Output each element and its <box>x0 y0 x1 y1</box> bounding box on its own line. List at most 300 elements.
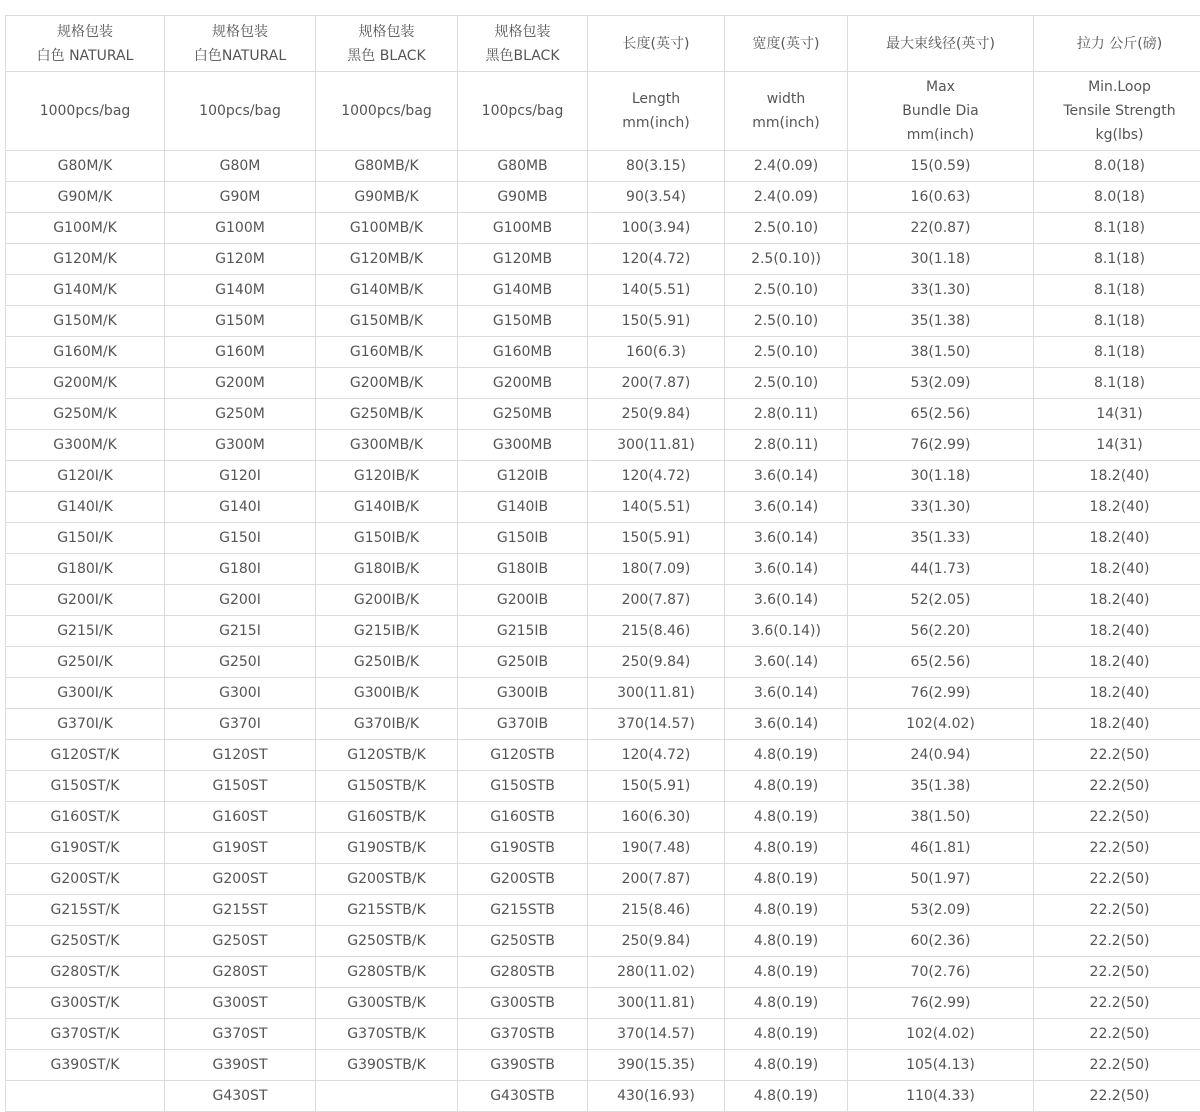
cell-width: 4.8(0.19) <box>725 957 848 988</box>
cell-length: 100(3.94) <box>588 213 725 244</box>
cell-natural-100-code: G150ST <box>165 771 316 802</box>
cell-max-bundle-dia: 22(0.87) <box>848 213 1034 244</box>
cell-width: 3.6(0.14) <box>725 709 848 740</box>
table-row <box>6 151 1200 182</box>
cell-width: 4.8(0.19) <box>725 802 848 833</box>
cell-length: 250(9.84) <box>588 926 725 957</box>
cell-tensile-strength: 18.2(40) <box>1034 523 1200 554</box>
cell-black-1000-code: G250STB/K <box>316 926 458 957</box>
header-text: 最大束线径(英寸) <box>848 32 1033 56</box>
cell-natural-100-code: G140I <box>165 492 316 523</box>
cell-black-100-code: G370STB <box>458 1019 588 1050</box>
cell-tensile-strength: 8.1(18) <box>1034 368 1200 399</box>
cell-tensile-strength: 8.0(18) <box>1034 182 1200 213</box>
cell-black-1000-code: G140IB/K <box>316 492 458 523</box>
cell-black-100-code: G200MB <box>458 368 588 399</box>
table-row <box>6 988 1200 1019</box>
cell-black-100-code: G300IB <box>458 678 588 709</box>
cell-natural-100-code: G250I <box>165 647 316 678</box>
table-row <box>6 554 1200 585</box>
cell-width: 3.6(0.14)) <box>725 616 848 647</box>
table-row <box>6 275 1200 306</box>
header-text: 规格包装 <box>165 20 315 44</box>
cell-black-1000-code: G250IB/K <box>316 647 458 678</box>
cell-length: 190(7.48) <box>588 833 725 864</box>
cell-max-bundle-dia: 76(2.99) <box>848 430 1034 461</box>
header-text: kg(lbs) <box>1034 123 1200 147</box>
cell-natural-100-code: G370ST <box>165 1019 316 1050</box>
cell-tensile-strength: 22.2(50) <box>1034 771 1200 802</box>
cell-width: 4.8(0.19) <box>725 864 848 895</box>
cell-black-100-code: G120STB <box>458 740 588 771</box>
cell-width: 3.6(0.14) <box>725 554 848 585</box>
cell-width: 2.5(0.10) <box>725 213 848 244</box>
cell-black-1000-code: G150STB/K <box>316 771 458 802</box>
cell-black-100-code: G215STB <box>458 895 588 926</box>
cell-width: 4.8(0.19) <box>725 926 848 957</box>
cell-black-1000-code: G80MB/K <box>316 151 458 182</box>
table-row <box>6 833 1200 864</box>
cell-length: 120(4.72) <box>588 740 725 771</box>
cell-natural-1000-code: G250I/K <box>6 647 165 678</box>
cell-natural-1000-code: G200ST/K <box>6 864 165 895</box>
header-cell-length <box>588 72 725 151</box>
table-row <box>6 399 1200 430</box>
cell-black-1000-code: G100MB/K <box>316 213 458 244</box>
cell-black-1000-code: G200STB/K <box>316 864 458 895</box>
cell-black-1000-code: G150IB/K <box>316 523 458 554</box>
header-cell-width <box>725 72 848 151</box>
cell-width: 4.8(0.19) <box>725 740 848 771</box>
cell-black-1000-code: G215IB/K <box>316 616 458 647</box>
cell-natural-1000-code: G120ST/K <box>6 740 165 771</box>
spec-table-body <box>6 151 1200 1112</box>
cell-width: 2.4(0.09) <box>725 182 848 213</box>
header-text: 拉力 公斤(磅) <box>1034 32 1200 56</box>
cell-length: 80(3.15) <box>588 151 725 182</box>
cell-max-bundle-dia: 53(2.09) <box>848 895 1034 926</box>
table-row <box>6 182 1200 213</box>
cell-length: 280(11.02) <box>588 957 725 988</box>
cell-max-bundle-dia: 105(4.13) <box>848 1050 1034 1081</box>
table-row <box>6 616 1200 647</box>
cell-natural-1000-code: G215I/K <box>6 616 165 647</box>
cell-natural-1000-code: G370I/K <box>6 709 165 740</box>
header-text: 规格包装 <box>6 20 164 44</box>
header-text: 规格包装 <box>458 20 587 44</box>
cell-natural-1000-code: G140M/K <box>6 275 165 306</box>
cell-length: 370(14.57) <box>588 709 725 740</box>
cell-natural-100-code: G120M <box>165 244 316 275</box>
cell-max-bundle-dia: 60(2.36) <box>848 926 1034 957</box>
cell-natural-100-code: G250M <box>165 399 316 430</box>
cell-length: 300(11.81) <box>588 678 725 709</box>
cell-width: 4.8(0.19) <box>725 1050 848 1081</box>
cell-black-1000-code: G300MB/K <box>316 430 458 461</box>
cell-width: 4.8(0.19) <box>725 771 848 802</box>
cell-natural-1000-code: G280ST/K <box>6 957 165 988</box>
cell-max-bundle-dia: 24(0.94) <box>848 740 1034 771</box>
cell-max-bundle-dia: 44(1.73) <box>848 554 1034 585</box>
cell-width: 3.6(0.14) <box>725 492 848 523</box>
header-text: 白色NATURAL <box>165 44 315 68</box>
header-cell-natural-100-code <box>165 72 316 151</box>
cell-length: 430(16.93) <box>588 1081 725 1112</box>
cell-tensile-strength: 14(31) <box>1034 430 1200 461</box>
cell-length: 250(9.84) <box>588 647 725 678</box>
cell-tensile-strength: 22.2(50) <box>1034 1019 1200 1050</box>
cell-black-100-code: G300MB <box>458 430 588 461</box>
cell-length: 300(11.81) <box>588 430 725 461</box>
header-text: 白色 NATURAL <box>6 44 164 68</box>
cell-natural-100-code: G200ST <box>165 864 316 895</box>
cell-natural-1000-code: G100M/K <box>6 213 165 244</box>
cell-black-1000-code: G120MB/K <box>316 244 458 275</box>
header-text: 1000pcs/bag <box>316 99 457 123</box>
cell-tensile-strength: 22.2(50) <box>1034 802 1200 833</box>
cell-natural-100-code: G200M <box>165 368 316 399</box>
cell-length: 90(3.54) <box>588 182 725 213</box>
table-row <box>6 244 1200 275</box>
cell-width: 3.6(0.14) <box>725 678 848 709</box>
cell-tensile-strength: 22.2(50) <box>1034 833 1200 864</box>
cell-max-bundle-dia: 33(1.30) <box>848 275 1034 306</box>
table-row <box>6 461 1200 492</box>
cell-max-bundle-dia: 35(1.33) <box>848 523 1034 554</box>
cell-natural-100-code: G90M <box>165 182 316 213</box>
cell-black-100-code: G150MB <box>458 306 588 337</box>
cell-natural-1000-code: G160ST/K <box>6 802 165 833</box>
cell-black-100-code: G150IB <box>458 523 588 554</box>
cell-length: 120(4.72) <box>588 244 725 275</box>
cell-black-100-code: G250IB <box>458 647 588 678</box>
header-text: 1000pcs/bag <box>6 99 164 123</box>
cell-max-bundle-dia: 53(2.09) <box>848 368 1034 399</box>
cell-natural-100-code: G100M <box>165 213 316 244</box>
cell-max-bundle-dia: 65(2.56) <box>848 399 1034 430</box>
header-text: 长度(英寸) <box>588 32 724 56</box>
cell-max-bundle-dia: 65(2.56) <box>848 647 1034 678</box>
cell-length: 370(14.57) <box>588 1019 725 1050</box>
cell-tensile-strength: 18.2(40) <box>1034 585 1200 616</box>
cell-natural-100-code: G300ST <box>165 988 316 1019</box>
cell-natural-100-code: G390ST <box>165 1050 316 1081</box>
cell-natural-1000-code: G215ST/K <box>6 895 165 926</box>
cell-max-bundle-dia: 70(2.76) <box>848 957 1034 988</box>
cell-black-100-code: G160MB <box>458 337 588 368</box>
cell-tensile-strength: 18.2(40) <box>1034 709 1200 740</box>
cell-natural-100-code: G180I <box>165 554 316 585</box>
cell-tensile-strength: 18.2(40) <box>1034 492 1200 523</box>
cell-black-1000-code: G150MB/K <box>316 306 458 337</box>
cell-width: 3.6(0.14) <box>725 461 848 492</box>
cell-tensile-strength: 22.2(50) <box>1034 895 1200 926</box>
header-cell-max-bundle-dia <box>848 16 1034 72</box>
cell-length: 250(9.84) <box>588 399 725 430</box>
header-cell-black-1000-code <box>316 72 458 151</box>
cell-width: 3.6(0.14) <box>725 523 848 554</box>
cell-tensile-strength: 22.2(50) <box>1034 926 1200 957</box>
cell-length: 120(4.72) <box>588 461 725 492</box>
cell-natural-100-code: G370I <box>165 709 316 740</box>
cell-black-100-code: G90MB <box>458 182 588 213</box>
spec-table <box>5 15 1200 1112</box>
cell-natural-1000-code: G300I/K <box>6 678 165 709</box>
cell-natural-1000-code: G80M/K <box>6 151 165 182</box>
cell-tensile-strength: 14(31) <box>1034 399 1200 430</box>
cell-max-bundle-dia: 110(4.33) <box>848 1081 1034 1112</box>
cell-max-bundle-dia: 35(1.38) <box>848 771 1034 802</box>
cell-length: 140(5.51) <box>588 275 725 306</box>
cell-black-1000-code: G215STB/K <box>316 895 458 926</box>
cell-tensile-strength: 18.2(40) <box>1034 647 1200 678</box>
cell-natural-1000-code: G250M/K <box>6 399 165 430</box>
cell-black-1000-code: G180IB/K <box>316 554 458 585</box>
cell-black-100-code: G215IB <box>458 616 588 647</box>
header-cell-tensile-strength <box>1034 16 1200 72</box>
table-row <box>6 709 1200 740</box>
cell-natural-100-code: G300M <box>165 430 316 461</box>
header-cell-max-bundle-dia <box>848 72 1034 151</box>
cell-max-bundle-dia: 102(4.02) <box>848 1019 1034 1050</box>
cell-tensile-strength: 22.2(50) <box>1034 957 1200 988</box>
cell-length: 160(6.30) <box>588 802 725 833</box>
cell-natural-1000-code: G150M/K <box>6 306 165 337</box>
cell-width: 2.5(0.10) <box>725 275 848 306</box>
cell-tensile-strength: 22.2(50) <box>1034 988 1200 1019</box>
cell-black-100-code: G80MB <box>458 151 588 182</box>
cell-black-100-code: G190STB <box>458 833 588 864</box>
cell-natural-100-code: G140M <box>165 275 316 306</box>
table-row <box>6 895 1200 926</box>
header-text: mm(inch) <box>725 111 847 135</box>
header-cell-natural-100-code <box>165 16 316 72</box>
cell-black-100-code: G430STB <box>458 1081 588 1112</box>
cell-natural-1000-code: G300ST/K <box>6 988 165 1019</box>
cell-black-100-code: G280STB <box>458 957 588 988</box>
cell-natural-100-code: G215I <box>165 616 316 647</box>
cell-width: 2.5(0.10) <box>725 337 848 368</box>
table-row <box>6 337 1200 368</box>
table-row <box>6 957 1200 988</box>
header-cell-width <box>725 16 848 72</box>
table-row <box>6 1019 1200 1050</box>
cell-natural-1000-code: G150ST/K <box>6 771 165 802</box>
cell-natural-100-code: G215ST <box>165 895 316 926</box>
cell-width: 4.8(0.19) <box>725 895 848 926</box>
table-row <box>6 306 1200 337</box>
cell-tensile-strength: 8.1(18) <box>1034 275 1200 306</box>
header-text: 100pcs/bag <box>458 99 587 123</box>
header-text: mm(inch) <box>848 123 1033 147</box>
cell-tensile-strength: 22.2(50) <box>1034 864 1200 895</box>
cell-black-1000-code: G120STB/K <box>316 740 458 771</box>
table-row <box>6 213 1200 244</box>
cell-natural-100-code: G280ST <box>165 957 316 988</box>
header-text: Bundle Dia <box>848 99 1033 123</box>
cell-black-100-code: G250STB <box>458 926 588 957</box>
header-text: 黑色BLACK <box>458 44 587 68</box>
cell-length: 215(8.46) <box>588 895 725 926</box>
header-text: 黑色 BLACK <box>316 44 457 68</box>
cell-max-bundle-dia: 38(1.50) <box>848 802 1034 833</box>
cell-length: 200(7.87) <box>588 368 725 399</box>
cell-natural-1000-code: G390ST/K <box>6 1050 165 1081</box>
cell-natural-100-code: G190ST <box>165 833 316 864</box>
cell-max-bundle-dia: 30(1.18) <box>848 244 1034 275</box>
header-cell-black-100-code <box>458 16 588 72</box>
cell-tensile-strength: 18.2(40) <box>1034 554 1200 585</box>
cell-natural-100-code: G160ST <box>165 802 316 833</box>
cell-black-1000-code: G300IB/K <box>316 678 458 709</box>
cell-natural-1000-code: G370ST/K <box>6 1019 165 1050</box>
cell-black-1000-code: G370STB/K <box>316 1019 458 1050</box>
cell-black-1000-code: G120IB/K <box>316 461 458 492</box>
header-text: Min.Loop <box>1034 75 1200 99</box>
cell-black-100-code: G180IB <box>458 554 588 585</box>
cell-max-bundle-dia: 76(2.99) <box>848 678 1034 709</box>
cell-black-100-code: G120IB <box>458 461 588 492</box>
cell-tensile-strength: 22.2(50) <box>1034 1050 1200 1081</box>
cell-max-bundle-dia: 33(1.30) <box>848 492 1034 523</box>
cell-black-100-code: G370IB <box>458 709 588 740</box>
cell-natural-1000-code: G120I/K <box>6 461 165 492</box>
cell-length: 160(6.3) <box>588 337 725 368</box>
cell-max-bundle-dia: 102(4.02) <box>848 709 1034 740</box>
cell-max-bundle-dia: 35(1.38) <box>848 306 1034 337</box>
cell-width: 4.8(0.19) <box>725 988 848 1019</box>
header-cell-natural-1000-code <box>6 16 165 72</box>
cell-width: 2.8(0.11) <box>725 399 848 430</box>
cell-black-1000-code: G370IB/K <box>316 709 458 740</box>
cell-black-100-code: G200STB <box>458 864 588 895</box>
cell-natural-100-code: G150I <box>165 523 316 554</box>
cell-natural-100-code: G120ST <box>165 740 316 771</box>
table-row <box>6 585 1200 616</box>
table-row <box>6 523 1200 554</box>
cell-width: 2.5(0.10) <box>725 368 848 399</box>
spec-table-container <box>5 15 1200 1112</box>
cell-natural-1000-code: G140I/K <box>6 492 165 523</box>
cell-max-bundle-dia: 30(1.18) <box>848 461 1034 492</box>
cell-black-100-code: G140IB <box>458 492 588 523</box>
cell-natural-1000-code: G150I/K <box>6 523 165 554</box>
header-row-english <box>6 72 1200 151</box>
cell-length: 300(11.81) <box>588 988 725 1019</box>
header-text: mm(inch) <box>588 111 724 135</box>
cell-black-1000-code: G160MB/K <box>316 337 458 368</box>
cell-max-bundle-dia: 46(1.81) <box>848 833 1034 864</box>
header-text: Max <box>848 75 1033 99</box>
cell-black-1000-code: G190STB/K <box>316 833 458 864</box>
cell-length: 150(5.91) <box>588 306 725 337</box>
header-text: 规格包装 <box>316 20 457 44</box>
cell-black-100-code: G390STB <box>458 1050 588 1081</box>
header-text: 宽度(英寸) <box>725 32 847 56</box>
cell-black-1000-code: G250MB/K <box>316 399 458 430</box>
cell-length: 215(8.46) <box>588 616 725 647</box>
cell-black-100-code: G200IB <box>458 585 588 616</box>
cell-width: 3.6(0.14) <box>725 585 848 616</box>
cell-black-100-code: G150STB <box>458 771 588 802</box>
header-row-chinese <box>6 16 1200 72</box>
cell-black-1000-code: G90MB/K <box>316 182 458 213</box>
cell-tensile-strength: 22.2(50) <box>1034 740 1200 771</box>
cell-length: 150(5.91) <box>588 523 725 554</box>
cell-natural-1000-code: G90M/K <box>6 182 165 213</box>
cell-width: 4.8(0.19) <box>725 833 848 864</box>
cell-length: 390(15.35) <box>588 1050 725 1081</box>
cell-max-bundle-dia: 56(2.20) <box>848 616 1034 647</box>
cell-black-100-code: G250MB <box>458 399 588 430</box>
cell-natural-100-code: G150M <box>165 306 316 337</box>
cell-black-1000-code: G200MB/K <box>316 368 458 399</box>
cell-max-bundle-dia: 38(1.50) <box>848 337 1034 368</box>
cell-black-100-code: G140MB <box>458 275 588 306</box>
cell-natural-1000-code: G200I/K <box>6 585 165 616</box>
cell-tensile-strength: 8.0(18) <box>1034 151 1200 182</box>
cell-tensile-strength: 22.2(50) <box>1034 1081 1200 1112</box>
table-row <box>6 771 1200 802</box>
cell-max-bundle-dia: 16(0.63) <box>848 182 1034 213</box>
cell-length: 200(7.87) <box>588 585 725 616</box>
cell-tensile-strength: 8.1(18) <box>1034 306 1200 337</box>
cell-length: 150(5.91) <box>588 771 725 802</box>
cell-length: 140(5.51) <box>588 492 725 523</box>
cell-black-1000-code: G200IB/K <box>316 585 458 616</box>
cell-natural-1000-code: G120M/K <box>6 244 165 275</box>
cell-natural-100-code: G120I <box>165 461 316 492</box>
cell-natural-1000-code: G250ST/K <box>6 926 165 957</box>
cell-natural-1000-code: G200M/K <box>6 368 165 399</box>
cell-black-100-code: G300STB <box>458 988 588 1019</box>
cell-black-1000-code: G280STB/K <box>316 957 458 988</box>
table-row <box>6 740 1200 771</box>
cell-width: 2.5(0.10) <box>725 306 848 337</box>
cell-natural-100-code: G200I <box>165 585 316 616</box>
cell-black-1000-code: G390STB/K <box>316 1050 458 1081</box>
cell-black-100-code: G160STB <box>458 802 588 833</box>
table-row <box>6 430 1200 461</box>
table-row <box>6 368 1200 399</box>
cell-tensile-strength: 8.1(18) <box>1034 337 1200 368</box>
cell-black-1000-code: G300STB/K <box>316 988 458 1019</box>
cell-tensile-strength: 18.2(40) <box>1034 461 1200 492</box>
cell-natural-1000-code: G180I/K <box>6 554 165 585</box>
cell-natural-100-code: G300I <box>165 678 316 709</box>
cell-natural-1000-code: G190ST/K <box>6 833 165 864</box>
table-row <box>6 678 1200 709</box>
cell-max-bundle-dia: 76(2.99) <box>848 988 1034 1019</box>
table-row <box>6 1050 1200 1081</box>
table-row <box>6 864 1200 895</box>
header-cell-length <box>588 16 725 72</box>
cell-black-1000-code: G160STB/K <box>316 802 458 833</box>
header-cell-natural-1000-code <box>6 72 165 151</box>
cell-natural-100-code: G250ST <box>165 926 316 957</box>
cell-natural-1000-code: G160M/K <box>6 337 165 368</box>
header-text: Tensile Strength <box>1034 99 1200 123</box>
header-cell-black-100-code <box>458 72 588 151</box>
cell-tensile-strength: 18.2(40) <box>1034 678 1200 709</box>
spec-table-header <box>6 16 1200 151</box>
cell-length: 200(7.87) <box>588 864 725 895</box>
cell-max-bundle-dia: 50(1.97) <box>848 864 1034 895</box>
cell-black-100-code: G120MB <box>458 244 588 275</box>
cell-width: 2.8(0.11) <box>725 430 848 461</box>
cell-natural-100-code: G430ST <box>165 1081 316 1112</box>
table-row <box>6 647 1200 678</box>
